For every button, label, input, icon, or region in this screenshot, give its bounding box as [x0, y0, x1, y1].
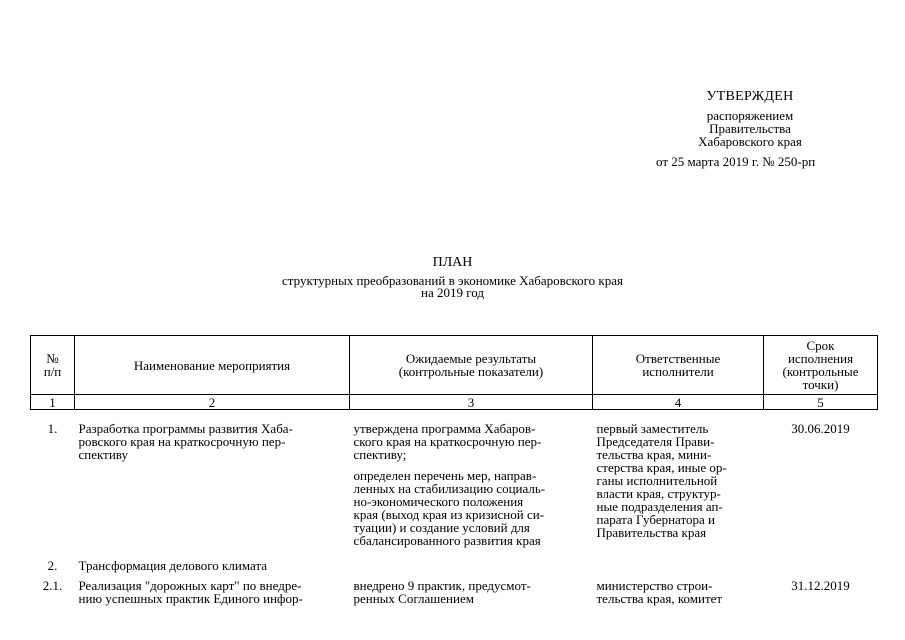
text-line: туации) и создание условий для — [353, 520, 530, 535]
header-line: Ожидаемые результаты — [405, 351, 537, 366]
header-executors — [593, 336, 764, 395]
column-number: 5 — [764, 395, 878, 410]
text-line: внедрено 9 практик, предусмот- — [353, 578, 531, 593]
header-line: (контрольные показатели) — [398, 364, 544, 379]
table-row — [31, 410, 878, 548]
row-results — [350, 410, 593, 548]
result-paragraph — [354, 422, 589, 461]
row-term: 31.12.2019 — [791, 578, 850, 593]
text-line: стерства края, иные ор- — [596, 460, 727, 475]
row-activity — [75, 572, 350, 605]
text-line: Трансформация делового климата — [78, 558, 267, 573]
header-line: № — [46, 351, 59, 366]
text-line: ренных Соглашением — [353, 591, 474, 606]
text-line: первый заместитель — [596, 421, 709, 436]
plan-table — [30, 335, 878, 605]
plan-subtitle-line: структурных преобразований в экономике Хабаровского края — [282, 273, 623, 288]
text-line: края (выход края из кризисной си- — [353, 507, 545, 522]
table-row — [31, 547, 878, 572]
row-term — [764, 547, 878, 572]
header-line: (контрольные — [782, 364, 859, 379]
text-line: спективу — [78, 447, 128, 462]
row-term: 30.06.2019 — [791, 421, 850, 436]
text-line: тельства края, мини- — [596, 447, 712, 462]
text-line: спективу; — [353, 447, 407, 462]
text-line: определен перечень мер, направ- — [353, 468, 537, 483]
approval-line: Правительства — [709, 121, 791, 136]
text-line: нию успешных практик Единого инфор- — [78, 591, 303, 606]
text-line: тельства края, комитет — [596, 591, 723, 606]
header-line: п/п — [43, 364, 62, 379]
plan-subtitle — [0, 275, 905, 299]
table-header-row — [31, 336, 878, 395]
row-number: 2.1. — [42, 578, 63, 593]
header-number — [31, 336, 75, 395]
text-line: парата Губернатора и — [596, 512, 715, 527]
approval-line: распоряжением — [706, 108, 794, 123]
text-line: утверждена программа Хабаров- — [353, 421, 536, 436]
text-line: Разработка программы развития Хаба- — [78, 421, 293, 436]
header-activity — [75, 336, 350, 395]
row-executors — [593, 410, 764, 548]
header-line: Ответственные — [635, 351, 721, 366]
row-executors — [593, 572, 764, 605]
column-number: 2 — [75, 395, 350, 410]
header-line: Срок — [806, 338, 835, 353]
text-line: ганы исполнительной — [596, 473, 718, 488]
text-line: министерство строи- — [596, 578, 713, 593]
column-number: 4 — [593, 395, 764, 410]
text-line: но-экономического положения — [353, 494, 524, 509]
row-results — [350, 572, 593, 605]
header-line: исполнения — [787, 351, 854, 366]
plan-subtitle-line: на 2019 год — [421, 285, 484, 300]
approval-authority — [640, 109, 860, 148]
row-activity — [75, 547, 350, 572]
text-line: ные подразделения ап- — [596, 499, 723, 514]
row-number: 2. — [47, 558, 58, 573]
plan-title: ПЛАН — [432, 255, 473, 270]
column-number: 3 — [350, 395, 593, 410]
text-line: Председателя Прави- — [596, 434, 715, 449]
column-number-row — [31, 395, 878, 410]
header-results — [350, 336, 593, 395]
text-line: ровского края на краткосрочную пер- — [78, 434, 286, 449]
text-line: Реализация "дорожных карт" по внедре- — [78, 578, 302, 593]
header-line: Наименование мероприятия — [133, 357, 291, 373]
row-results — [350, 547, 593, 572]
table-row — [31, 572, 878, 605]
column-number: 1 — [31, 395, 75, 410]
text-line: ленных на стабилизацию социаль- — [353, 481, 546, 496]
text-line: ского края на краткосрочную пер- — [353, 434, 542, 449]
approval-line: Хабаровского края — [698, 134, 802, 149]
header-term — [764, 336, 878, 395]
text-line: власти края, структур- — [596, 486, 721, 501]
text-line: сбалансированного развития края — [353, 533, 541, 548]
row-number: 1. — [47, 421, 58, 436]
header-line: исполнители — [642, 364, 714, 379]
approval-date: от 25 марта 2019 г. № 250-рп — [656, 154, 816, 169]
result-paragraph — [354, 469, 589, 547]
header-line: точки) — [802, 377, 839, 392]
row-activity — [75, 410, 350, 548]
text-line: Правительства края — [596, 525, 707, 540]
approval-heading: УТВЕРЖДЕН — [706, 89, 794, 104]
row-executors — [593, 547, 764, 572]
